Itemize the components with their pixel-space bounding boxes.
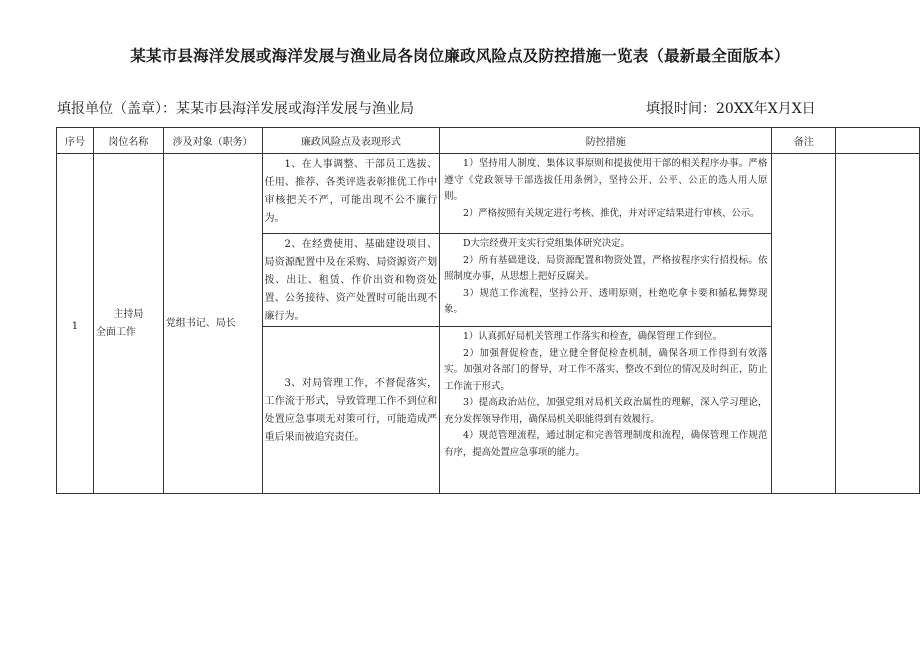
row-no <box>57 154 94 494</box>
row-remark <box>772 154 836 494</box>
fill-time-label: 填报时间： <box>646 101 716 117</box>
risk-cell-3 <box>262 327 440 494</box>
header-risk: 廉政风险点及表现形式 <box>262 128 440 154</box>
position-line2: 全面工作 <box>95 326 136 338</box>
header-target: 涉及对象（职务） <box>163 128 262 154</box>
header-remark: 备注 <box>772 128 836 154</box>
measure-3-2: 2）加强督促检查，建立健全督促检查机制，确保各项工作得到有效落实。加强对各部门的督导，对工作不落实、整改不到位的情况及时纠正，防止工作流于形式。 <box>444 347 768 392</box>
fill-time-value: 20XX年X月X日 <box>716 101 816 117</box>
header-position: 岗位名称 <box>93 128 163 154</box>
risk-cell-2 <box>262 234 440 327</box>
measure-3-3: 3）提高政治站位，加强党组对局机关政治属性的理解，深入学习理论，充分发挥领导作用，确保局机关职能得到有效履行。 <box>444 397 768 425</box>
measure-1-2: 2）严格按照有关规定进行考核、推优，并对评定结果进行审核、公示。 <box>462 207 760 219</box>
fill-unit <box>57 98 414 118</box>
row-extra <box>836 154 920 494</box>
measure-1-1: 1）坚持用人制度、集体议事原则和提拔使用干部的相关程序办事。严格遵守《党政领导干部选拔任用条例》，坚持公开、公平、公正的选人用人原则。 <box>444 158 768 202</box>
risk-text-1: 1、在人事调整、干部员工选拔、任用、推荐、各类评选表彰推优工作中审核把关不严，可能出现不公不廉行为。 <box>264 159 438 224</box>
row-target <box>163 154 262 494</box>
fill-unit-name: 某某市县海洋发展或海洋发展与渔业局 <box>176 101 414 117</box>
row-no-text: 1 <box>71 321 79 332</box>
header-extra <box>836 128 920 154</box>
header-measures: 防控措施 <box>440 128 772 154</box>
measure-2-3: 3）规范工作流程，坚持公开、透明原则，杜绝吃拿卡要和循私舞弊现象。 <box>444 287 768 315</box>
measure-3-4: 4）规范管理流程，通过制定和完善管理制度和流程，确保管理工作规范有序，提高处置应急事项的能力。 <box>444 430 768 458</box>
fill-unit-label: 填报单位（盖章）： <box>57 101 176 117</box>
risk-text-3: 3、对局管理工作，不督促落实，工作流于形式，导致管理工作不到位和处置应急事项无对策可行，可能造成严重后果而被追究责任。 <box>264 378 438 443</box>
fill-time <box>646 98 816 118</box>
risk-table <box>56 127 920 494</box>
measure-3-1: 1）认真抓好局机关管理工作落实和检查，确保管理工作到位。 <box>462 331 723 342</box>
position-line1: 主持局 <box>113 308 144 320</box>
risk-cell-1 <box>262 154 440 234</box>
measures-cell-2 <box>440 234 772 327</box>
table-row <box>57 154 920 234</box>
row-position <box>93 154 163 494</box>
risk-text-2: 2、在经费使用、基础建设项目、局资源配置中及在采购、局资源资产划拨、出让、租赁、作价出资和物资处置、公务接待、资产处置时可能出现不廉行为。 <box>264 239 438 322</box>
measures-cell-3 <box>440 327 772 494</box>
table-header-row <box>57 128 920 154</box>
document-title: 某某市县海洋发展或海洋发展与渔业局各岗位廉政风险点及防控措施一览表（最新最全面版本） <box>130 47 790 65</box>
target-text: 党组书记、局长 <box>165 317 236 329</box>
measure-2-1: D大宗经费开支实行党组集体研究决定。 <box>462 238 630 249</box>
measures-cell-1 <box>440 154 772 234</box>
header-no: 序号 <box>57 128 94 154</box>
measure-2-2: 2）所有基础建设、局资源配置和物资处置，严格按程序实行招投标。依照制度办事，从思想上把好反腐关。 <box>444 254 768 282</box>
